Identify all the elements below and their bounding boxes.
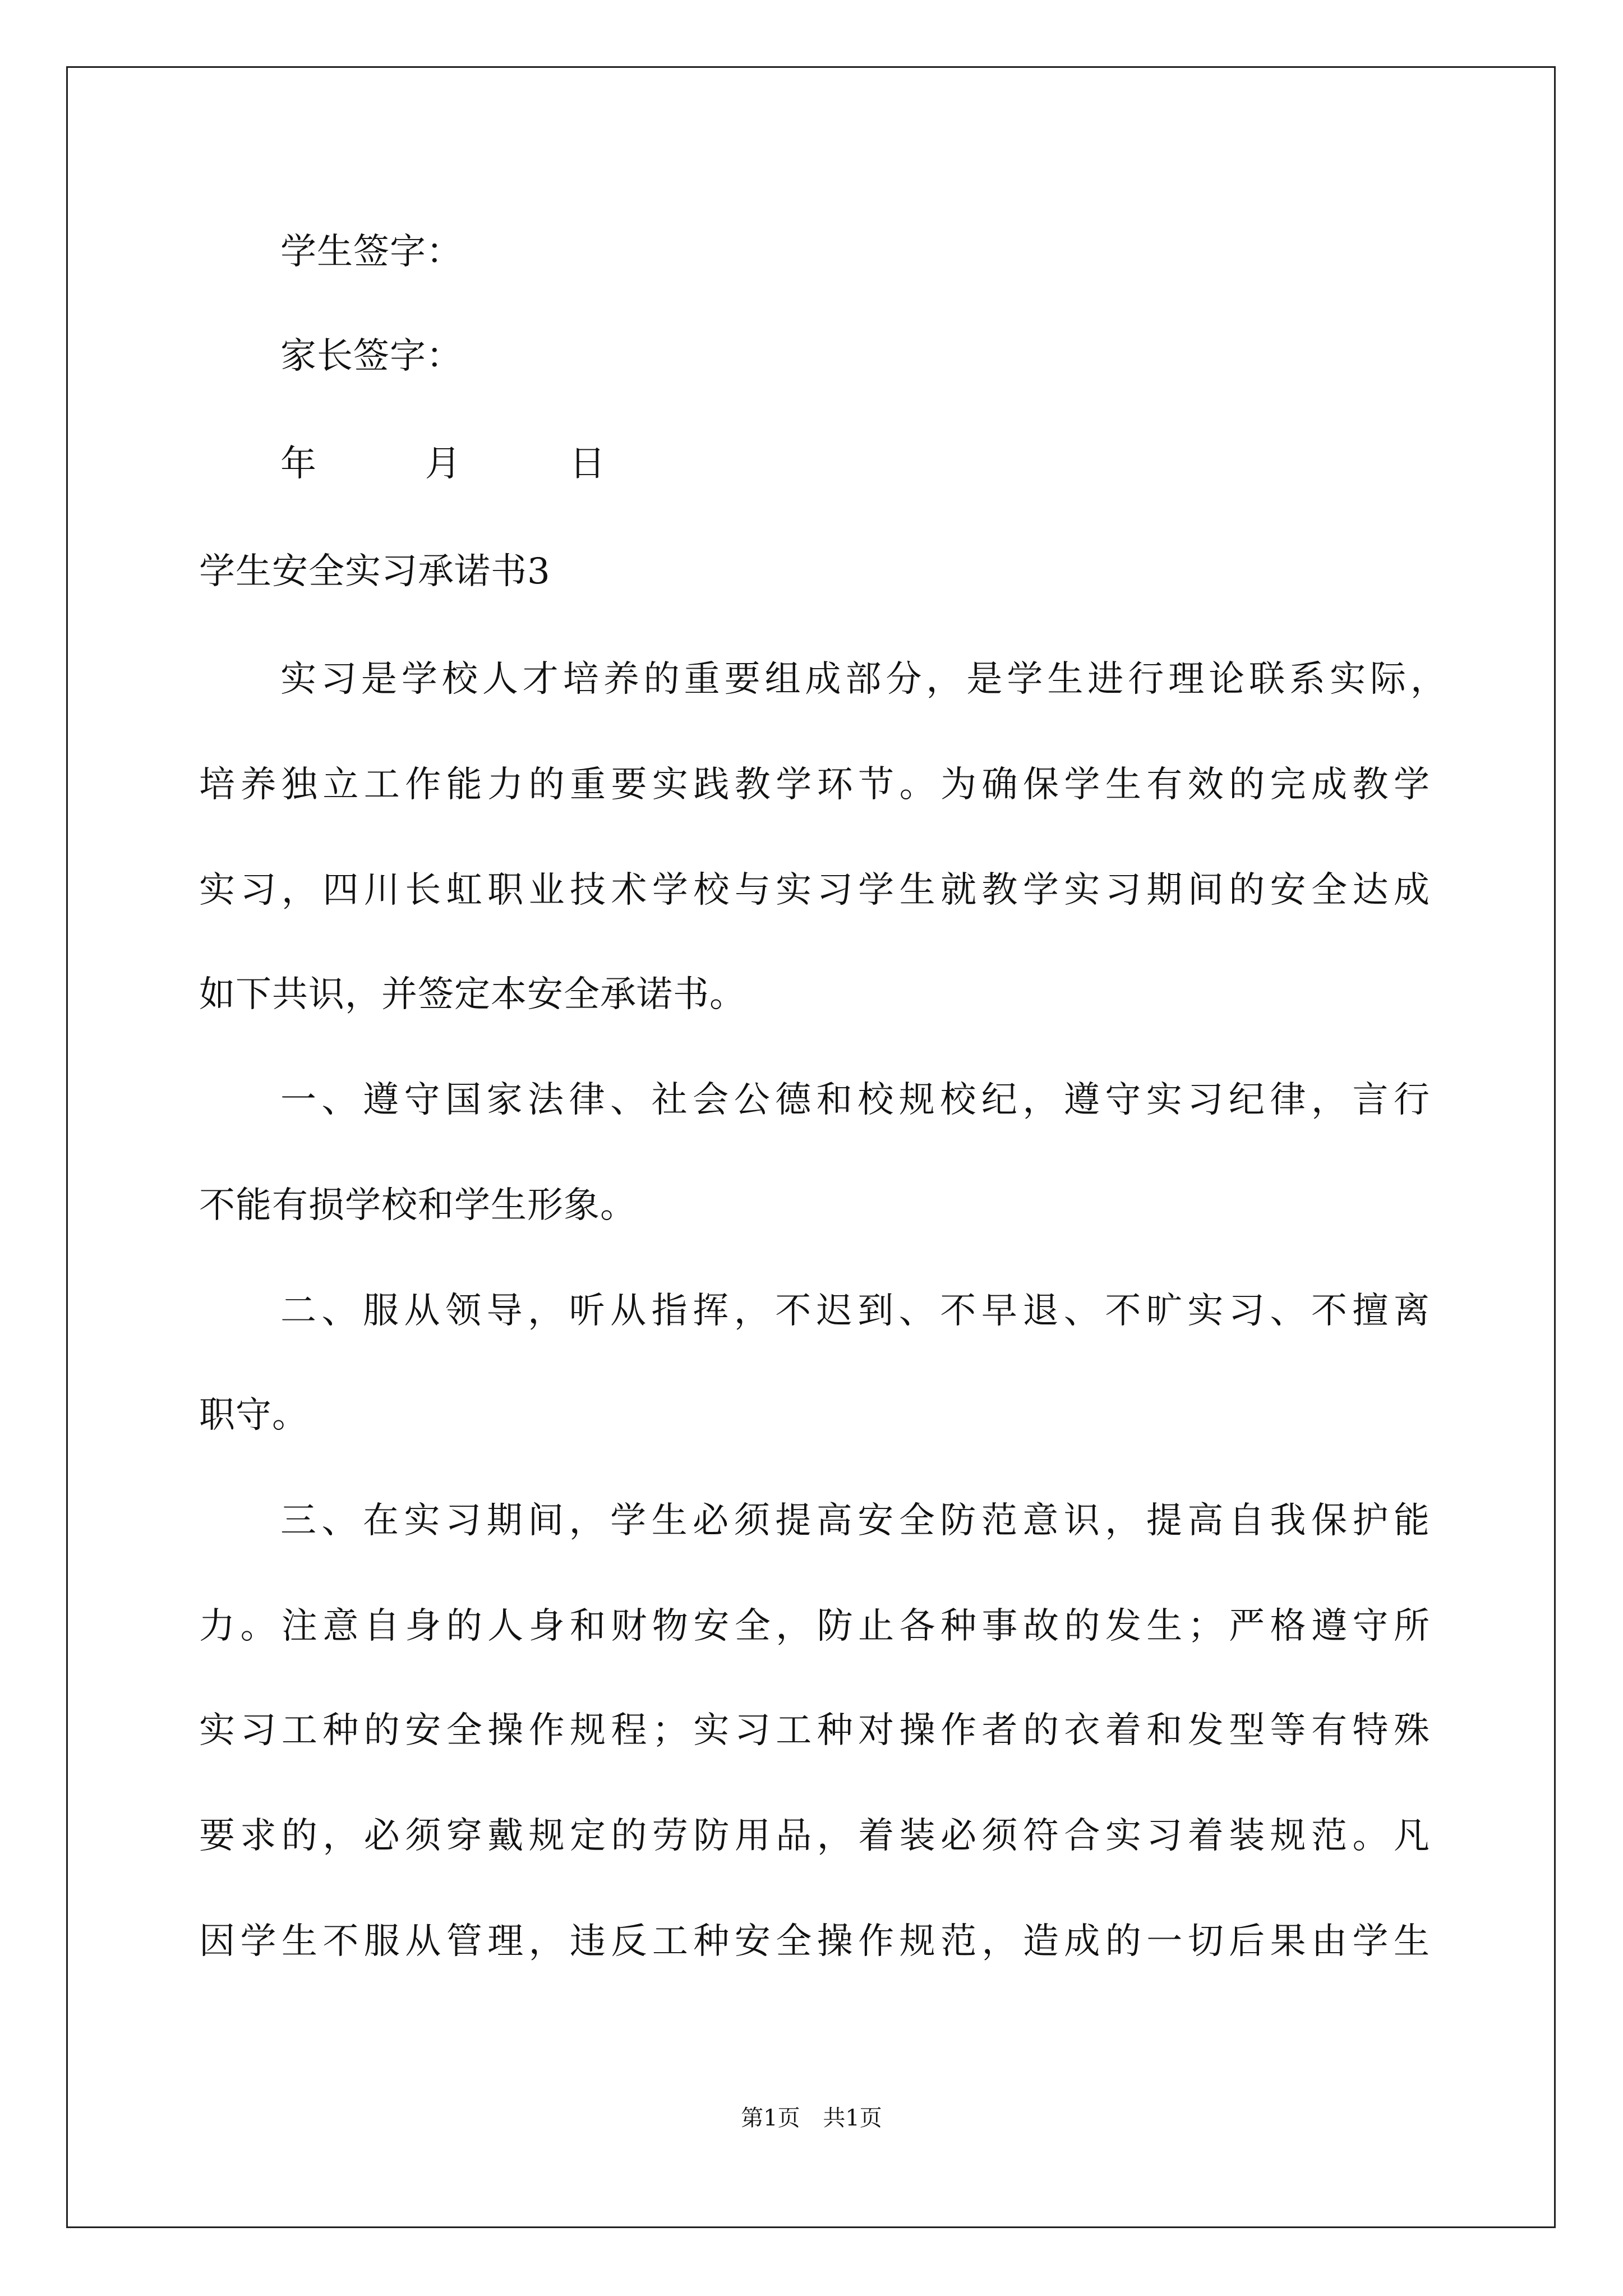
item3-line-3: 实习工种的安全操作规程；实习工种对操作者的衣着和发型等有特殊: [199, 1710, 1430, 1751]
page-border: [66, 66, 1556, 2228]
intro-line-2: 培养独立工作能力的重要实践教学环节。为确保学生有效的完成教学: [199, 764, 1430, 806]
month-label: 月: [425, 443, 462, 485]
student-signature-label: 学生签字：: [280, 231, 463, 273]
page-footer: [0, 2101, 1623, 2135]
section-heading: 学生安全实习承诺书3: [199, 551, 551, 592]
item1-line-1: 一、遵守国家法律、社会公德和校规校纪，遵守实习纪律，言行: [280, 1079, 1430, 1121]
item3-line-1: 三、在实习期间，学生必须提高安全防范意识，提高自我保护能: [280, 1500, 1430, 1542]
intro-line-3: 实习，四川长虹职业技术学校与实习学生就教学实习期间的安全达成: [199, 869, 1430, 911]
parent-signature-label: 家长签字：: [280, 335, 463, 377]
item1-line-2: 不能有损学校和学生形象。: [199, 1185, 637, 1226]
date-line: [280, 439, 606, 489]
intro-line-1: 实习是学校人才培养的重要组成部分，是学生进行理论联系实际，: [280, 659, 1447, 700]
item3-line-4: 要求的，必须穿戴规定的劳防用品，着装必须符合实习着装规范。凡: [199, 1815, 1430, 1857]
intro-line-4: 如下共识，并签定本安全承诺书。: [199, 974, 746, 1015]
item2-line-1: 二、服从领导，听从指挥，不迟到、不早退、不旷实习、不擅离: [280, 1290, 1430, 1332]
page-total: 共1页: [823, 2105, 882, 2131]
year-label: 年: [280, 443, 317, 485]
item3-line-2: 力。注意自身的人身和财物安全，防止各种事故的发生；严格遵守所: [199, 1605, 1430, 1647]
item3-line-5: 因学生不服从管理，违反工种安全操作规范，造成的一切后果由学生: [199, 1921, 1430, 1962]
page-number: 第1页: [741, 2105, 800, 2131]
day-label: 日: [569, 443, 606, 485]
item2-line-2: 职守。: [199, 1395, 308, 1436]
